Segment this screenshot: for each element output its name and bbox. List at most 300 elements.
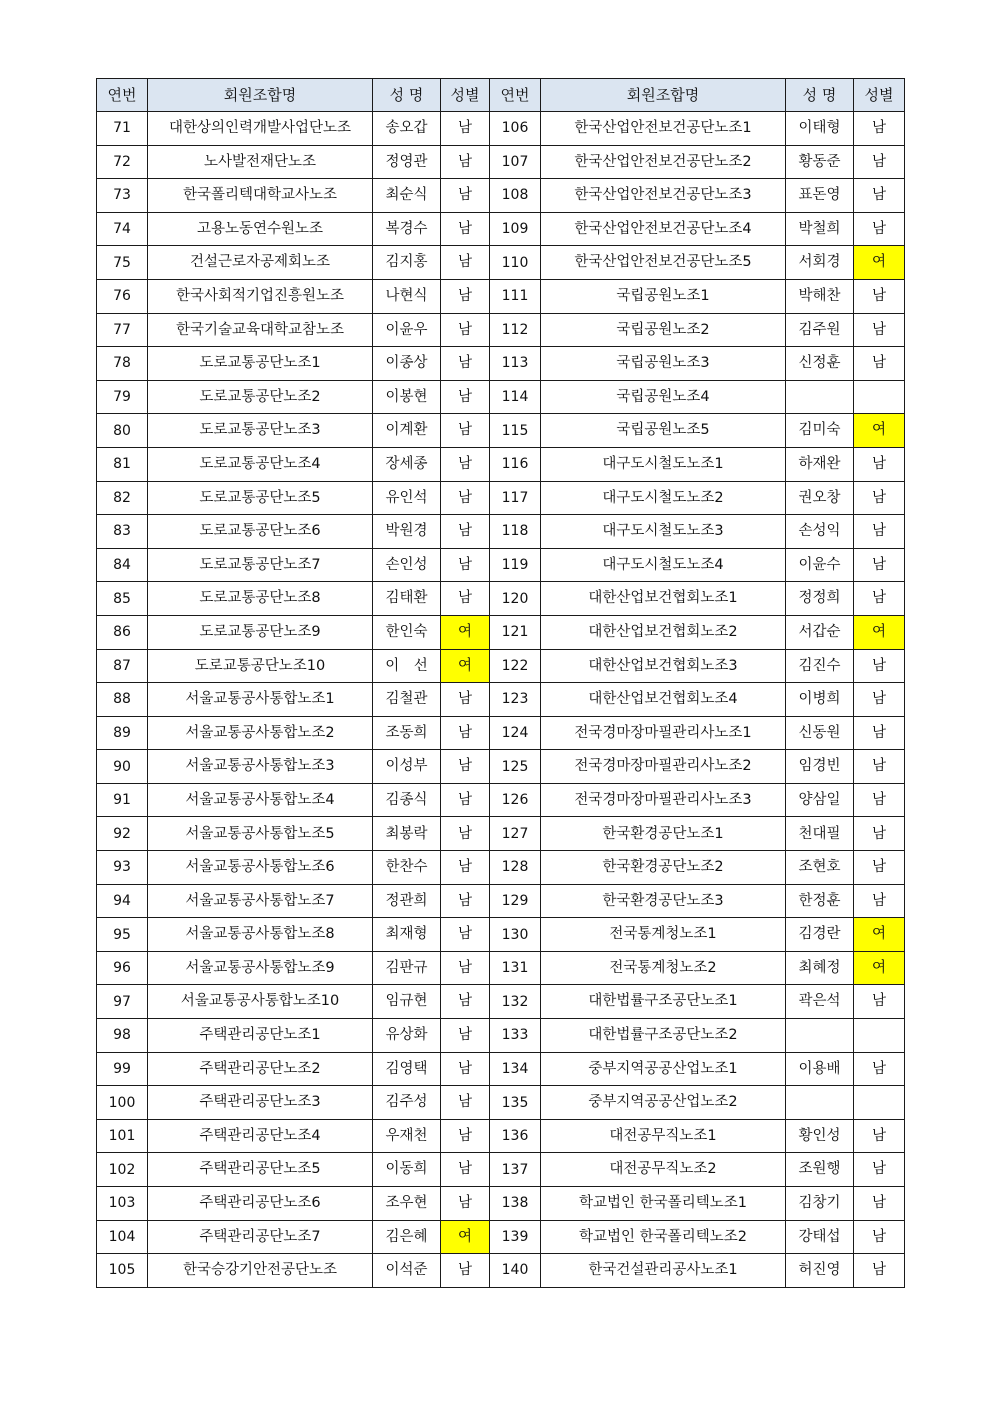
cell-gender: 남 [441, 447, 490, 481]
cell-gender: 남 [441, 1086, 490, 1120]
cell-member-name: 송오갑 [373, 112, 441, 146]
cell-union-name: 도로교통공단노조1 [148, 347, 373, 381]
cell-gender: 남 [441, 884, 490, 918]
cell-no: 139 [490, 1220, 541, 1254]
cell-gender: 남 [441, 414, 490, 448]
cell-member-name: 이계환 [373, 414, 441, 448]
cell-member-name: 신동원 [786, 716, 854, 750]
cell-no: 97 [97, 985, 148, 1019]
cell-gender: 남 [441, 347, 490, 381]
table-row [97, 1086, 905, 1120]
table-row [97, 817, 905, 851]
cell-member-name: 강태섭 [786, 1220, 854, 1254]
cell-member-name: 박해찬 [786, 279, 854, 313]
cell-member-name: 조동희 [373, 716, 441, 750]
cell-no: 100 [97, 1086, 148, 1120]
cell-no: 104 [97, 1220, 148, 1254]
cell-member-name: 김진수 [786, 649, 854, 683]
cell-gender [854, 1019, 905, 1053]
cell-gender: 여 [854, 951, 905, 985]
cell-no: 91 [97, 783, 148, 817]
cell-union-name: 건설근로자공제회노조 [148, 246, 373, 280]
cell-gender: 남 [854, 1119, 905, 1153]
cell-gender: 남 [854, 179, 905, 213]
cell-member-name: 김종식 [373, 783, 441, 817]
cell-gender: 남 [441, 112, 490, 146]
cell-union-name: 서울교통공사통합노조5 [148, 817, 373, 851]
table-row [97, 750, 905, 784]
table-row [97, 649, 905, 683]
cell-union-name: 국립공원노조1 [541, 279, 786, 313]
cell-member-name: 김태환 [373, 582, 441, 616]
cell-member-name: 최봉락 [373, 817, 441, 851]
cell-gender: 남 [441, 1052, 490, 1086]
cell-gender: 남 [854, 1052, 905, 1086]
header-name: 성 명 [373, 79, 441, 112]
cell-no: 123 [490, 683, 541, 717]
cell-union-name: 서울교통공사통합노조10 [148, 985, 373, 1019]
cell-gender: 남 [441, 145, 490, 179]
table-row [97, 212, 905, 246]
cell-no: 99 [97, 1052, 148, 1086]
table-row [97, 313, 905, 347]
cell-member-name: 이성부 [373, 750, 441, 784]
cell-no: 137 [490, 1153, 541, 1187]
cell-member-name: 유인석 [373, 481, 441, 515]
cell-union-name: 중부지역공공산업노조1 [541, 1052, 786, 1086]
cell-member-name [786, 1019, 854, 1053]
cell-member-name: 김주성 [373, 1086, 441, 1120]
cell-member-name: 권오창 [786, 481, 854, 515]
cell-no: 87 [97, 649, 148, 683]
cell-member-name: 유상화 [373, 1019, 441, 1053]
cell-no: 136 [490, 1119, 541, 1153]
table-row [97, 1119, 905, 1153]
cell-gender: 남 [854, 447, 905, 481]
table-row [97, 447, 905, 481]
cell-no: 128 [490, 851, 541, 885]
cell-member-name: 한정훈 [786, 884, 854, 918]
cell-gender: 남 [441, 750, 490, 784]
cell-gender [854, 1086, 905, 1120]
cell-union-name: 도로교통공단노조2 [148, 380, 373, 414]
cell-gender: 남 [441, 851, 490, 885]
cell-union-name: 주택관리공단노조6 [148, 1187, 373, 1221]
cell-union-name: 대한산업보건협회노조3 [541, 649, 786, 683]
cell-no: 113 [490, 347, 541, 381]
cell-member-name: 천대필 [786, 817, 854, 851]
cell-member-name: 신정훈 [786, 347, 854, 381]
cell-member-name: 조현호 [786, 851, 854, 885]
table-row [97, 1187, 905, 1221]
cell-no: 84 [97, 548, 148, 582]
cell-member-name: 김영택 [373, 1052, 441, 1086]
cell-gender: 남 [854, 481, 905, 515]
table-row [97, 1220, 905, 1254]
cell-no: 115 [490, 414, 541, 448]
cell-union-name: 한국산업안전보건공단노조4 [541, 212, 786, 246]
cell-no: 88 [97, 683, 148, 717]
cell-gender: 남 [441, 918, 490, 952]
table-row [97, 1153, 905, 1187]
cell-no: 105 [97, 1254, 148, 1288]
cell-member-name: 정영관 [373, 145, 441, 179]
cell-no: 140 [490, 1254, 541, 1288]
cell-gender: 남 [854, 851, 905, 885]
cell-no: 83 [97, 515, 148, 549]
cell-union-name: 중부지역공공산업노조2 [541, 1086, 786, 1120]
cell-member-name: 이태형 [786, 112, 854, 146]
cell-gender: 남 [441, 279, 490, 313]
cell-no: 120 [490, 582, 541, 616]
cell-member-name: 이윤우 [373, 313, 441, 347]
cell-union-name: 서울교통공사통합노조7 [148, 884, 373, 918]
cell-union-name: 주택관리공단노조7 [148, 1220, 373, 1254]
cell-member-name: 한인숙 [373, 615, 441, 649]
cell-member-name [786, 1086, 854, 1120]
cell-union-name: 대한산업보건협회노조1 [541, 582, 786, 616]
cell-no: 72 [97, 145, 148, 179]
cell-gender: 남 [854, 985, 905, 1019]
cell-member-name: 서회경 [786, 246, 854, 280]
cell-union-name: 한국환경공단노조2 [541, 851, 786, 885]
cell-gender: 남 [854, 582, 905, 616]
table-row [97, 347, 905, 381]
cell-member-name: 황동준 [786, 145, 854, 179]
cell-union-name: 전국경마장마필관리사노조3 [541, 783, 786, 817]
cell-union-name: 전국경마장마필관리사노조2 [541, 750, 786, 784]
member-roster-table [96, 78, 905, 1288]
cell-gender: 남 [854, 683, 905, 717]
table-row [97, 515, 905, 549]
cell-gender: 남 [441, 481, 490, 515]
cell-gender: 남 [441, 179, 490, 213]
cell-member-name: 이종상 [373, 347, 441, 381]
cell-member-name: 최재형 [373, 918, 441, 952]
cell-no: 138 [490, 1187, 541, 1221]
cell-member-name: 이동희 [373, 1153, 441, 1187]
cell-union-name: 국립공원노조2 [541, 313, 786, 347]
cell-gender: 남 [854, 313, 905, 347]
cell-member-name: 임규현 [373, 985, 441, 1019]
table-row [97, 112, 905, 146]
cell-no: 78 [97, 347, 148, 381]
cell-union-name: 전국통계청노조2 [541, 951, 786, 985]
cell-union-name: 도로교통공단노조5 [148, 481, 373, 515]
header-no: 연번 [490, 79, 541, 112]
cell-union-name: 대전공무직노조1 [541, 1119, 786, 1153]
cell-no: 90 [97, 750, 148, 784]
cell-gender: 남 [441, 1119, 490, 1153]
cell-union-name: 서울교통공사통합노조3 [148, 750, 373, 784]
cell-member-name: 최순식 [373, 179, 441, 213]
cell-union-name: 학교법인 한국폴리텍노조1 [541, 1187, 786, 1221]
cell-gender: 여 [441, 615, 490, 649]
cell-union-name: 학교법인 한국폴리텍노조2 [541, 1220, 786, 1254]
cell-gender: 남 [441, 212, 490, 246]
cell-no: 135 [490, 1086, 541, 1120]
cell-member-name: 양삼일 [786, 783, 854, 817]
table-row [97, 582, 905, 616]
cell-member-name: 김은혜 [373, 1220, 441, 1254]
cell-no: 71 [97, 112, 148, 146]
cell-gender: 여 [854, 414, 905, 448]
cell-union-name: 서울교통공사통합노조9 [148, 951, 373, 985]
cell-no: 117 [490, 481, 541, 515]
table-row [97, 783, 905, 817]
cell-no: 109 [490, 212, 541, 246]
cell-gender: 남 [441, 783, 490, 817]
cell-gender: 남 [441, 1254, 490, 1288]
cell-no: 132 [490, 985, 541, 1019]
cell-no: 95 [97, 918, 148, 952]
cell-gender [854, 380, 905, 414]
cell-union-name: 대구도시철도노조1 [541, 447, 786, 481]
cell-member-name: 이 선 [373, 649, 441, 683]
cell-no: 106 [490, 112, 541, 146]
table-row [97, 1052, 905, 1086]
cell-no: 79 [97, 380, 148, 414]
cell-no: 82 [97, 481, 148, 515]
cell-no: 127 [490, 817, 541, 851]
cell-gender: 여 [854, 246, 905, 280]
cell-gender: 남 [441, 582, 490, 616]
cell-gender: 남 [854, 1254, 905, 1288]
cell-member-name: 장세종 [373, 447, 441, 481]
cell-union-name: 대한상의인력개발사업단노조 [148, 112, 373, 146]
cell-no: 96 [97, 951, 148, 985]
cell-member-name: 김판규 [373, 951, 441, 985]
header-row [97, 79, 905, 112]
cell-no: 126 [490, 783, 541, 817]
cell-member-name: 복경수 [373, 212, 441, 246]
cell-no: 110 [490, 246, 541, 280]
cell-union-name: 전국통계청노조1 [541, 918, 786, 952]
header-name: 성 명 [786, 79, 854, 112]
cell-member-name: 박철희 [786, 212, 854, 246]
cell-no: 93 [97, 851, 148, 885]
header-gender: 성별 [441, 79, 490, 112]
cell-union-name: 국립공원노조4 [541, 380, 786, 414]
cell-member-name: 조원행 [786, 1153, 854, 1187]
cell-union-name: 한국기술교육대학교참노조 [148, 313, 373, 347]
cell-no: 101 [97, 1119, 148, 1153]
cell-no: 75 [97, 246, 148, 280]
cell-no: 112 [490, 313, 541, 347]
cell-union-name: 국립공원노조5 [541, 414, 786, 448]
table-row [97, 884, 905, 918]
cell-no: 125 [490, 750, 541, 784]
cell-member-name: 최혜정 [786, 951, 854, 985]
cell-member-name: 손성익 [786, 515, 854, 549]
table-row [97, 985, 905, 1019]
cell-member-name: 허진영 [786, 1254, 854, 1288]
cell-no: 116 [490, 447, 541, 481]
cell-member-name: 표돈영 [786, 179, 854, 213]
table-row [97, 951, 905, 985]
cell-union-name: 도로교통공단노조8 [148, 582, 373, 616]
cell-no: 85 [97, 582, 148, 616]
cell-union-name: 한국건설관리공사노조1 [541, 1254, 786, 1288]
table-row [97, 279, 905, 313]
cell-gender: 남 [854, 783, 905, 817]
table-row [97, 683, 905, 717]
cell-gender: 남 [854, 515, 905, 549]
cell-no: 124 [490, 716, 541, 750]
cell-gender: 남 [854, 1153, 905, 1187]
cell-union-name: 대구도시철도노조2 [541, 481, 786, 515]
table-row [97, 851, 905, 885]
cell-member-name: 김주원 [786, 313, 854, 347]
cell-union-name: 대전공무직노조2 [541, 1153, 786, 1187]
cell-no: 80 [97, 414, 148, 448]
table-row [97, 414, 905, 448]
cell-no: 76 [97, 279, 148, 313]
cell-member-name: 조우현 [373, 1187, 441, 1221]
cell-union-name: 한국환경공단노조1 [541, 817, 786, 851]
cell-union-name: 주택관리공단노조3 [148, 1086, 373, 1120]
cell-member-name: 우재천 [373, 1119, 441, 1153]
cell-member-name [786, 380, 854, 414]
cell-gender: 남 [854, 1187, 905, 1221]
cell-no: 131 [490, 951, 541, 985]
cell-union-name: 서울교통공사통합노조6 [148, 851, 373, 885]
cell-member-name: 곽은석 [786, 985, 854, 1019]
cell-gender: 남 [854, 212, 905, 246]
table-row [97, 1254, 905, 1288]
cell-gender: 남 [854, 548, 905, 582]
cell-union-name: 한국산업안전보건공단노조2 [541, 145, 786, 179]
cell-member-name: 황인성 [786, 1119, 854, 1153]
cell-union-name: 대한법률구조공단노조2 [541, 1019, 786, 1053]
cell-no: 73 [97, 179, 148, 213]
cell-union-name: 도로교통공단노조7 [148, 548, 373, 582]
table-row [97, 1019, 905, 1053]
table-row [97, 145, 905, 179]
cell-no: 102 [97, 1153, 148, 1187]
cell-gender: 여 [441, 1220, 490, 1254]
cell-union-name: 대구도시철도노조4 [541, 548, 786, 582]
cell-union-name: 한국산업안전보건공단노조1 [541, 112, 786, 146]
table-row [97, 179, 905, 213]
cell-gender: 남 [441, 313, 490, 347]
cell-union-name: 한국산업안전보건공단노조5 [541, 246, 786, 280]
cell-no: 134 [490, 1052, 541, 1086]
cell-no: 114 [490, 380, 541, 414]
cell-gender: 남 [441, 817, 490, 851]
cell-union-name: 도로교통공단노조4 [148, 447, 373, 481]
cell-no: 118 [490, 515, 541, 549]
header-no: 연번 [97, 79, 148, 112]
cell-no: 129 [490, 884, 541, 918]
cell-union-name: 전국경마장마필관리사노조1 [541, 716, 786, 750]
cell-no: 133 [490, 1019, 541, 1053]
cell-union-name: 대구도시철도노조3 [541, 515, 786, 549]
cell-no: 89 [97, 716, 148, 750]
cell-no: 81 [97, 447, 148, 481]
cell-member-name: 이윤수 [786, 548, 854, 582]
cell-no: 121 [490, 615, 541, 649]
cell-union-name: 주택관리공단노조1 [148, 1019, 373, 1053]
cell-gender: 여 [441, 649, 490, 683]
cell-gender: 남 [854, 649, 905, 683]
cell-member-name: 김미숙 [786, 414, 854, 448]
cell-union-name: 서울교통공사통합노조4 [148, 783, 373, 817]
cell-union-name: 도로교통공단노조3 [148, 414, 373, 448]
cell-no: 94 [97, 884, 148, 918]
cell-union-name: 도로교통공단노조9 [148, 615, 373, 649]
cell-member-name: 임경빈 [786, 750, 854, 784]
cell-gender: 남 [854, 750, 905, 784]
cell-no: 86 [97, 615, 148, 649]
cell-union-name: 서울교통공사통합노조8 [148, 918, 373, 952]
cell-gender: 남 [441, 515, 490, 549]
cell-union-name: 대한산업보건협회노조2 [541, 615, 786, 649]
cell-union-name: 대한산업보건협회노조4 [541, 683, 786, 717]
cell-union-name: 고용노동연수원노조 [148, 212, 373, 246]
cell-member-name: 이용배 [786, 1052, 854, 1086]
cell-member-name: 이봉현 [373, 380, 441, 414]
table-row [97, 380, 905, 414]
cell-gender: 남 [441, 683, 490, 717]
cell-gender: 남 [854, 279, 905, 313]
cell-member-name: 서갑순 [786, 615, 854, 649]
cell-no: 130 [490, 918, 541, 952]
cell-gender: 여 [854, 615, 905, 649]
cell-no: 103 [97, 1187, 148, 1221]
cell-union-name: 한국폴리텍대학교사노조 [148, 179, 373, 213]
cell-member-name: 나현식 [373, 279, 441, 313]
cell-no: 111 [490, 279, 541, 313]
cell-gender: 남 [854, 347, 905, 381]
cell-gender: 남 [441, 1019, 490, 1053]
cell-union-name: 한국승강기안전공단노조 [148, 1254, 373, 1288]
cell-no: 98 [97, 1019, 148, 1053]
cell-member-name: 김창기 [786, 1187, 854, 1221]
table-row [97, 246, 905, 280]
cell-gender: 남 [441, 951, 490, 985]
cell-gender: 남 [441, 548, 490, 582]
header-union: 회원조합명 [148, 79, 373, 112]
cell-union-name: 주택관리공단노조4 [148, 1119, 373, 1153]
cell-member-name: 김철관 [373, 683, 441, 717]
cell-gender: 남 [441, 380, 490, 414]
cell-union-name: 도로교통공단노조6 [148, 515, 373, 549]
cell-gender: 남 [854, 817, 905, 851]
cell-union-name: 주택관리공단노조2 [148, 1052, 373, 1086]
cell-member-name: 손인성 [373, 548, 441, 582]
cell-member-name: 한찬수 [373, 851, 441, 885]
roster-body [97, 112, 905, 1288]
cell-gender: 남 [441, 246, 490, 280]
cell-union-name: 한국산업안전보건공단노조3 [541, 179, 786, 213]
cell-no: 122 [490, 649, 541, 683]
cell-union-name: 서울교통공사통합노조1 [148, 683, 373, 717]
cell-no: 107 [490, 145, 541, 179]
cell-gender: 여 [854, 918, 905, 952]
cell-no: 108 [490, 179, 541, 213]
header-union: 회원조합명 [541, 79, 786, 112]
cell-gender: 남 [441, 1187, 490, 1221]
cell-union-name: 한국사회적기업진흥원노조 [148, 279, 373, 313]
cell-member-name: 이병희 [786, 683, 854, 717]
table-row [97, 548, 905, 582]
cell-no: 119 [490, 548, 541, 582]
cell-union-name: 국립공원노조3 [541, 347, 786, 381]
header-gender: 성별 [854, 79, 905, 112]
cell-member-name: 김지홍 [373, 246, 441, 280]
cell-member-name: 이석준 [373, 1254, 441, 1288]
